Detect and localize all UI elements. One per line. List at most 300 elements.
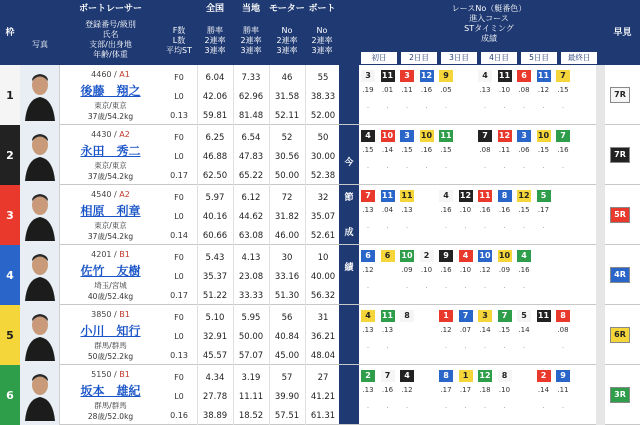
st-dot: . (405, 162, 409, 170)
st-dot: . (483, 342, 487, 350)
stat-value: 33.16 (274, 272, 300, 282)
race-result-cell[interactable]: 12 (420, 71, 433, 80)
stat-value: 47.83 (238, 152, 264, 162)
st-timing: .15 (537, 146, 550, 154)
st-timing: .10 (498, 86, 511, 94)
boat-header: ボート (308, 4, 336, 14)
age-weight: 40歳/52.4kg (87, 292, 134, 301)
race-result-cell[interactable]: 4 (478, 70, 492, 82)
racer-name-link[interactable]: 坂本 雄紀 (80, 384, 141, 398)
race-result-cell[interactable]: 11 (381, 311, 394, 320)
race-result-cell[interactable]: 4 (361, 310, 375, 322)
racer-name-link[interactable]: 相原 利章 (80, 204, 141, 218)
st-timing: .11 (401, 86, 413, 94)
st-timing: .12 (440, 326, 452, 334)
stat-value: 32.91 (202, 332, 228, 342)
stat-value: 35.37 (202, 272, 228, 282)
stat-value: 52.38 (310, 171, 336, 181)
race-result-cell[interactable]: 12 (518, 191, 530, 200)
left-header (0, 0, 339, 65)
waku-number: 5 (0, 305, 20, 365)
racer-class: B1 (119, 250, 130, 259)
reg-number: 4430 (91, 130, 112, 139)
st-dot: . (366, 222, 370, 230)
st-dot: . (444, 342, 448, 350)
st-dot: . (464, 342, 467, 350)
st-timing: .19 (362, 86, 374, 94)
st-timing: .07 (459, 326, 472, 334)
stat-value: 32 (317, 193, 329, 203)
stat-value: 7.33 (241, 73, 261, 83)
race-result-cell[interactable]: 4 (400, 370, 414, 382)
stat-value: 52.61 (310, 231, 336, 241)
waku-header: 枠 (5, 28, 15, 38)
st-dot: . (503, 282, 506, 290)
st-dot: . (483, 222, 487, 230)
stat-value: 61.31 (310, 411, 336, 421)
st-timing: .14 (537, 386, 550, 394)
fst-value: 0.16 (170, 411, 188, 420)
stat-value: 5.97 (205, 193, 225, 203)
age-weight: 37歳/54.2kg (87, 232, 134, 241)
st-timing: .10 (459, 206, 472, 214)
fst-value: 0.17 (170, 171, 188, 180)
race-result-cell[interactable]: 4 (517, 250, 531, 262)
racer-info (60, 245, 161, 305)
stat-value: 57 (281, 373, 293, 383)
race-result-cell[interactable]: 5 (537, 190, 551, 202)
stat-value: 52.11 (274, 111, 300, 121)
racer-row (0, 125, 640, 185)
reg-class: 3850 / B1 (91, 310, 130, 319)
stat-value: 72 (281, 193, 293, 203)
race-result-cell[interactable]: 4 (459, 250, 473, 262)
stat-value: 44.62 (238, 212, 264, 222)
stat-value: 45.57 (202, 351, 228, 361)
stat-value: 50 (317, 133, 329, 143)
stat-value: 60.66 (202, 231, 228, 241)
fst-value: L0 (174, 392, 184, 401)
st-dot: . (405, 282, 409, 290)
reg-class: 4201 / B1 (91, 250, 130, 259)
st-dot: . (522, 162, 526, 170)
racer-photo (20, 305, 60, 365)
st-timing: .09 (401, 266, 413, 274)
fst-value: F0 (174, 133, 184, 142)
racer-info (60, 305, 161, 365)
st-dot: . (522, 342, 526, 350)
gray-band (596, 125, 605, 185)
day-header: 5日目 (521, 52, 557, 64)
stat-value: 36.21 (310, 332, 336, 342)
st-dot: . (503, 102, 506, 110)
stat-value: 6.12 (241, 193, 261, 203)
stat-value: 31 (317, 313, 329, 323)
st-timing: .17 (440, 386, 452, 394)
race-result-cell[interactable]: 8 (498, 190, 512, 202)
fst-value: F0 (174, 253, 184, 262)
fst-value: 0.14 (170, 231, 188, 240)
fst-value: 0.13 (170, 351, 188, 360)
fst-header: F数 L数 平均ST (166, 26, 192, 55)
race-result-cell[interactable]: 2 (361, 370, 375, 382)
hayami-race-link[interactable]: 7R (610, 87, 630, 103)
race-title-header: レースNo（艇番色） 進入コース STタイミング 成績 (451, 4, 527, 43)
st-timing: .16 (479, 206, 491, 214)
st-dot: . (386, 342, 389, 350)
st-timing: .05 (440, 86, 452, 94)
touchi-header: 当地 (241, 4, 260, 14)
reg-number: 4201 (91, 250, 112, 259)
fst-value: L0 (174, 92, 184, 101)
st-dot: . (386, 402, 389, 410)
racer-class: B1 (119, 310, 130, 319)
race-result-cell[interactable]: 3 (517, 130, 531, 142)
day-header: 最終日 (561, 52, 597, 64)
waku-number: 2 (0, 125, 20, 185)
st-timing: .08 (518, 86, 530, 94)
race-result-cell[interactable]: 4 (439, 190, 453, 202)
st-dot: . (561, 102, 565, 110)
st-dot: . (483, 402, 487, 410)
race-result-cell[interactable]: 7 (381, 370, 395, 382)
st-timing: .15 (440, 146, 452, 154)
stat-value: 63.08 (238, 231, 264, 241)
race-result-cell[interactable]: 8 (400, 310, 414, 322)
race-result-cell[interactable]: 11 (537, 71, 550, 80)
race-result-cell[interactable]: 6 (361, 250, 375, 262)
race-result-cell[interactable]: 11 (440, 131, 452, 140)
stat-value: 40.16 (202, 212, 228, 222)
st-timing: .18 (479, 386, 491, 394)
st-dot: . (561, 342, 565, 350)
st-dot: . (425, 162, 428, 170)
stat-value: 42.06 (202, 92, 228, 102)
st-dot: . (503, 402, 506, 410)
stat-value: 45.00 (274, 351, 300, 361)
race-result-cell[interactable]: 10 (498, 251, 511, 260)
racer-name-link[interactable]: 小川 知行 (80, 324, 141, 338)
st-dot: . (405, 402, 409, 410)
gray-band (596, 245, 605, 305)
fst-value: F0 (174, 313, 184, 322)
st-dot: . (464, 402, 467, 410)
fst-value: F0 (174, 373, 184, 382)
konsetsu-char: 今 (344, 158, 354, 168)
stat-value: 5.10 (205, 313, 225, 323)
race-result-cell[interactable]: 9 (439, 70, 453, 82)
stat-value: 46.00 (274, 231, 300, 241)
waku-number: 1 (0, 65, 20, 125)
st-timing: .12 (479, 266, 491, 274)
age-weight: 50歳/52.2kg (87, 352, 134, 361)
reg-number: 4460 (91, 70, 112, 79)
stat-value: 33.33 (238, 291, 264, 301)
race-result-cell[interactable]: 2 (420, 250, 434, 262)
stat-value: 6.54 (241, 133, 261, 143)
fst-value: F0 (174, 73, 184, 82)
stat-value: 46.88 (202, 152, 228, 162)
racer-class: A1 (119, 70, 130, 79)
branch: 群馬/群馬 (94, 341, 127, 350)
st-timing: .16 (420, 146, 433, 154)
zenkoku-sub: 勝率 2連率 3連率 (204, 26, 226, 55)
st-timing: .08 (479, 146, 491, 154)
stat-value: 81.48 (238, 111, 264, 121)
st-timing: .16 (381, 386, 394, 394)
st-dot: . (561, 162, 565, 170)
stat-value: 27 (317, 373, 329, 383)
photo-header: 写真 (32, 40, 48, 49)
race-result-cell[interactable]: 7 (498, 310, 512, 322)
st-dot: . (444, 162, 448, 170)
st-timing: .16 (420, 86, 433, 94)
race-result-cell[interactable]: 11 (498, 71, 511, 80)
st-dot: . (444, 402, 448, 410)
regline-header: 登録番号/級別 氏名 支部/出身地 年齢/体重 (85, 20, 136, 59)
st-dot: . (542, 102, 545, 110)
stat-value: 5.95 (241, 313, 261, 323)
stat-value: 38.89 (202, 411, 228, 421)
stat-value: 30.56 (274, 152, 300, 162)
stat-value: 52 (281, 133, 293, 143)
st-timing: .06 (518, 146, 530, 154)
st-dot: . (522, 222, 526, 230)
stat-value: 35.07 (310, 212, 336, 222)
race-result-cell[interactable]: 11 (401, 191, 413, 200)
race-result-cell[interactable]: 12 (459, 191, 472, 200)
age-weight: 37歳/54.2kg (87, 172, 134, 181)
race-result-cell[interactable]: 12 (498, 131, 511, 140)
stat-value: 18.52 (238, 411, 264, 421)
touchi-sub: 勝率 2連率 3連率 (240, 26, 262, 55)
st-dot: . (386, 102, 389, 110)
stat-value: 38.33 (310, 92, 336, 102)
stat-value: 51.30 (274, 291, 300, 301)
racer-name-link[interactable]: 永田 秀二 (80, 144, 141, 158)
st-dot: . (366, 402, 370, 410)
race-result-cell[interactable]: 1 (439, 310, 453, 322)
race-result-cell[interactable]: 2 (537, 370, 551, 382)
st-timing: .10 (459, 266, 472, 274)
stat-value: 6.04 (205, 73, 225, 83)
st-timing: .13 (362, 206, 374, 214)
st-timing: .16 (557, 146, 569, 154)
gray-band (596, 185, 605, 245)
fst-value: L0 (174, 152, 184, 161)
hayami-race-link[interactable]: 3R (610, 387, 630, 403)
race-result-cell[interactable]: 9 (439, 250, 453, 262)
stat-value: 30.00 (310, 152, 336, 162)
st-dot: . (503, 162, 506, 170)
reg-class: 5150 / B1 (91, 370, 130, 379)
race-result-cell[interactable]: 1 (459, 370, 473, 382)
st-dot: . (483, 102, 487, 110)
racer-photo (20, 65, 60, 125)
reg-class: 4430 / A2 (91, 130, 130, 139)
racer-class: A2 (119, 190, 130, 199)
st-dot: . (483, 282, 487, 290)
stat-value: 31.82 (274, 212, 300, 222)
motor-header: モーター (269, 4, 305, 14)
race-result-cell[interactable]: 10 (420, 131, 433, 140)
st-dot: . (405, 102, 409, 110)
racer-row (0, 305, 640, 365)
race-result-cell[interactable]: 7 (361, 190, 375, 202)
stat-value: 46 (281, 73, 293, 83)
hayami-race-link[interactable]: 6R (610, 327, 630, 343)
st-dot: . (522, 282, 526, 290)
race-result-cell[interactable]: 5 (517, 310, 531, 322)
racer-info (60, 125, 161, 185)
st-timing: .16 (440, 266, 452, 274)
branch: 群馬/群馬 (94, 401, 127, 410)
stat-value: 40.00 (310, 272, 336, 282)
st-dot: . (464, 222, 467, 230)
hayami-race-link[interactable]: 5R (610, 207, 630, 223)
race-result-cell[interactable]: 3 (361, 70, 375, 82)
stat-value: 50.00 (274, 171, 300, 181)
stat-value: 6.25 (205, 133, 225, 143)
hayami-race-link[interactable]: 7R (610, 147, 630, 163)
st-timing: .14 (381, 146, 394, 154)
race-result-cell[interactable]: 11 (479, 191, 491, 200)
stat-value: 4.34 (205, 373, 225, 383)
stat-value: 11.11 (238, 392, 264, 402)
boat-sub: No 2連率 3連率 (311, 26, 333, 55)
race-result-cell[interactable]: 10 (401, 251, 413, 260)
racer-name-link[interactable]: 佐竹 友樹 (80, 264, 141, 278)
stat-value: 55 (317, 73, 329, 83)
fst-value: 0.17 (170, 291, 188, 300)
st-dot: . (386, 222, 389, 230)
stat-value: 62.96 (238, 92, 264, 102)
stat-value: 57.51 (274, 411, 300, 421)
race-result-cell[interactable]: 8 (439, 370, 453, 382)
race-result-cell[interactable]: 7 (459, 310, 473, 322)
st-timing: .14 (479, 326, 491, 334)
race-result-cell[interactable]: 10 (537, 131, 550, 140)
day-header: 4日目 (481, 52, 517, 64)
st-timing: .09 (498, 266, 511, 274)
stat-value: 4.13 (241, 253, 261, 263)
race-result-cell[interactable]: 12 (479, 371, 491, 380)
racer-row (0, 245, 640, 305)
racer-name-link[interactable]: 後藤 翔之 (80, 84, 141, 98)
fst-value: 0.13 (170, 111, 188, 120)
day-header: 初日 (361, 52, 397, 64)
race-result-cell[interactable]: 4 (361, 130, 375, 142)
st-dot: . (366, 102, 370, 110)
racer-photo (20, 125, 60, 185)
st-dot: . (542, 222, 545, 230)
fst-value: L0 (174, 272, 184, 281)
st-timing: .15 (362, 146, 374, 154)
st-timing: .17 (459, 386, 472, 394)
gray-band (596, 365, 605, 425)
st-timing: .12 (362, 266, 374, 274)
waku-number: 6 (0, 365, 20, 425)
race-result-cell[interactable]: 9 (556, 370, 570, 382)
waku-number: 3 (0, 185, 20, 245)
racer-info (60, 185, 161, 245)
st-timing: .13 (381, 326, 394, 334)
st-timing: .16 (440, 206, 452, 214)
zenkoku-header: 全国 (205, 4, 224, 14)
st-timing: .13 (362, 326, 374, 334)
race-result-cell[interactable]: 7 (556, 70, 570, 82)
race-result-cell[interactable]: 8 (498, 370, 512, 382)
stat-value: 5.43 (205, 253, 225, 263)
reg-number: 3850 (91, 310, 112, 319)
st-timing: .10 (420, 266, 433, 274)
st-dot: . (366, 162, 370, 170)
stat-value: 48.04 (310, 351, 336, 361)
st-timing: .13 (479, 86, 491, 94)
st-timing: .14 (518, 326, 530, 334)
race-result-cell[interactable]: 8 (556, 310, 570, 322)
st-timing: .11 (498, 146, 511, 154)
stat-value: 51.22 (202, 291, 228, 301)
waku-number: 4 (0, 245, 20, 305)
st-dot: . (444, 222, 448, 230)
st-timing: .15 (498, 326, 511, 334)
race-result-cell[interactable]: 10 (479, 251, 491, 260)
race-result-cell[interactable]: 10 (381, 131, 394, 140)
race-result-cell[interactable]: 7 (556, 130, 570, 142)
hayami-header: 早見 (613, 28, 632, 38)
racer-row (0, 365, 640, 425)
st-dot: . (483, 162, 487, 170)
race-result-cell[interactable]: 3 (400, 70, 414, 82)
race-result-cell[interactable]: 7 (478, 130, 492, 142)
race-result-cell[interactable]: 3 (400, 130, 414, 142)
race-result-cell[interactable]: 11 (537, 311, 550, 320)
racer-photo (20, 365, 60, 425)
racer-row (0, 185, 640, 245)
stat-value: 23.08 (238, 272, 264, 282)
hayami-race-link[interactable]: 4R (610, 267, 630, 283)
racer-photo (20, 245, 60, 305)
st-dot: . (366, 282, 370, 290)
st-timing: .16 (518, 266, 530, 274)
st-timing: .01 (381, 86, 394, 94)
reg-class: 4460 / A1 (91, 70, 130, 79)
stat-value: 3.19 (241, 373, 261, 383)
st-dot: . (366, 342, 370, 350)
race-result-cell[interactable]: 11 (381, 71, 394, 80)
stat-value: 50.00 (238, 332, 264, 342)
st-timing: .15 (401, 146, 413, 154)
st-dot: . (444, 102, 448, 110)
st-timing: .13 (362, 386, 374, 394)
race-result-cell[interactable]: 11 (381, 191, 394, 200)
st-timing: .04 (381, 206, 394, 214)
motor-sub: No 2連率 3連率 (276, 26, 298, 55)
st-timing: .17 (537, 206, 550, 214)
st-timing: .16 (498, 206, 511, 214)
race-result-cell[interactable]: 6 (517, 70, 531, 82)
st-dot: . (444, 282, 448, 290)
st-dot: . (503, 342, 506, 350)
branch: 埼玉/宮城 (94, 281, 127, 290)
age-weight: 28歳/52.0kg (87, 412, 134, 421)
stat-value: 31.58 (274, 92, 300, 102)
race-result-cell[interactable]: 3 (478, 310, 492, 322)
racer-row (0, 65, 640, 125)
st-timing: .12 (401, 386, 413, 394)
race-result-cell[interactable]: 6 (381, 250, 395, 262)
